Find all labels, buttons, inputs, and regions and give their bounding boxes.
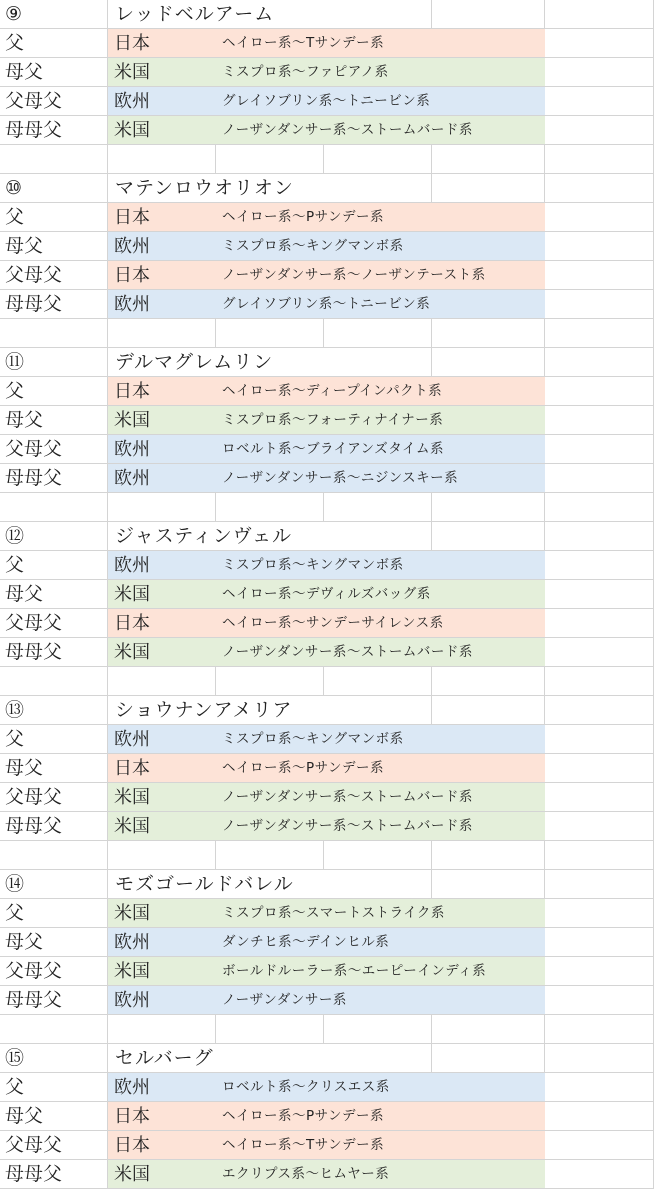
region-text: 日本 [114,33,150,54]
region-text: 日本 [114,1135,150,1156]
grid-cell[interactable] [545,1131,654,1160]
pedigree-label: 父母父 [5,612,63,634]
horse-header-row [0,174,654,203]
pedigree-label: 父母父 [5,960,63,982]
pedigree-label: 父母父 [5,264,63,286]
pedigree-row [0,812,654,841]
pedigree-label: 母母父 [5,119,63,141]
sire-line-text: エクリプス系〜ヒムヤー系 [222,1166,390,1182]
pedigree-row [0,580,654,609]
grid-cell[interactable] [545,406,654,435]
grid-cell[interactable] [545,667,654,696]
pedigree-label: 父 [5,380,25,402]
grid-cell[interactable] [545,1160,654,1189]
grid-cell[interactable] [545,609,654,638]
horse-number: ⑫ [5,525,25,547]
pedigree-row [0,1102,654,1131]
pedigree-label: 父 [5,206,25,228]
grid-cell[interactable] [545,348,654,377]
region-text: 米国 [114,584,150,605]
grid-cell[interactable] [545,841,654,870]
grid-cell[interactable] [545,203,654,232]
region-text: 米国 [114,787,150,808]
horse-header-row [0,348,654,377]
grid-cell[interactable] [545,754,654,783]
grid-cell[interactable] [0,319,108,348]
sire-line-text: ミスプロ系〜ファピアノ系 [222,64,389,80]
grid-cell[interactable] [545,145,654,174]
grid-cell[interactable] [432,1015,545,1044]
grid-cell[interactable] [545,928,654,957]
grid-cell[interactable] [545,783,654,812]
grid-cell[interactable] [324,841,432,870]
grid-cell[interactable] [216,319,324,348]
grid-cell[interactable] [545,261,654,290]
sire-line-text: ミスプロ系〜キングマンボ系 [222,731,404,747]
pedigree-row [0,116,654,145]
horse-header-row [0,0,654,29]
pedigree-row [0,1131,654,1160]
horse-name: デルマグレムリン [115,351,274,373]
sire-line-text: ヘイロー系〜Pサンデー系 [222,1108,384,1124]
empty-row [0,1015,654,1044]
grid-cell[interactable] [108,1015,216,1044]
pedigree-row [0,87,654,116]
pedigree-label: 母父 [5,61,44,83]
grid-cell[interactable] [108,667,216,696]
grid-cell[interactable] [545,319,654,348]
grid-cell[interactable] [0,145,108,174]
pedigree-label: 母母父 [5,641,63,663]
sire-line-text: ロベルト系〜ブライアンズタイム系 [222,441,444,457]
grid-cell[interactable] [108,493,216,522]
region-text: 日本 [114,207,150,228]
grid-cell[interactable] [432,174,545,203]
pedigree-label: 父母父 [5,786,63,808]
region-text: 日本 [114,758,150,779]
grid-cell[interactable] [324,667,432,696]
region-text: 欧州 [114,91,150,112]
grid-cell[interactable] [432,319,545,348]
grid-cell[interactable] [432,0,545,29]
region-text: 欧州 [114,1077,150,1098]
region-text: 欧州 [114,294,150,315]
grid-cell[interactable] [545,638,654,667]
grid-cell[interactable] [545,1073,654,1102]
sire-line-text: ノーザンダンサー系〜ストームバード系 [222,122,473,138]
horse-name: ショウナンアメリア [115,699,293,721]
grid-cell[interactable] [545,986,654,1015]
sire-line-text: ボールドルーラー系〜エーピーインディ系 [222,963,487,979]
grid-cell[interactable] [324,174,432,203]
pedigree-row [0,754,654,783]
pedigree-label: 母母父 [5,467,63,489]
sire-line-text: ヘイロー系〜Pサンデー系 [222,209,384,225]
pedigree-row [0,609,654,638]
sire-line-text: ヘイロー系〜ディープインパクト系 [222,383,443,399]
horse-number: ⑭ [5,873,25,895]
region-text: 米国 [114,961,150,982]
pedigree-label: 母母父 [5,815,63,837]
pedigree-label: 母父 [5,409,44,431]
pedigree-row [0,725,654,754]
grid-cell[interactable] [545,377,654,406]
horse-number: ⑬ [5,699,25,721]
grid-cell[interactable] [545,116,654,145]
grid-cell[interactable] [324,348,432,377]
grid-cell[interactable] [216,841,324,870]
grid-cell[interactable] [545,522,654,551]
grid-cell[interactable] [216,1044,324,1073]
horse-name: ジャスティンヴェル [115,525,292,547]
pedigree-label: 母父 [5,1105,44,1127]
grid-cell[interactable] [108,145,216,174]
grid-cell[interactable] [324,493,432,522]
grid-cell[interactable] [432,145,545,174]
horse-name: マテンロウオリオン [115,177,294,199]
region-text: 米国 [114,410,150,431]
sire-line-text: ヘイロー系〜サンデーサイレンス系 [222,615,444,631]
pedigree-row [0,928,654,957]
region-text: 欧州 [114,932,150,953]
grid-cell[interactable] [216,1015,324,1044]
pedigree-label: 母父 [5,931,44,953]
grid-cell[interactable] [324,870,432,899]
grid-cell[interactable] [545,290,654,319]
grid-cell[interactable] [545,1102,654,1131]
grid-cell[interactable] [216,493,324,522]
pedigree-row [0,899,654,928]
empty-row [0,493,654,522]
sire-line-text: ヘイロー系〜Pサンデー系 [222,760,384,776]
grid-cell[interactable] [545,232,654,261]
pedigree-row [0,1160,654,1189]
horse-name: レッドベルアーム [115,3,275,25]
region-text: 米国 [114,816,150,837]
grid-cell[interactable] [324,145,432,174]
empty-row [0,145,654,174]
grid-cell[interactable] [545,696,654,725]
pedigree-row [0,261,654,290]
pedigree-label: 父 [5,554,25,576]
pedigree-row [0,203,654,232]
grid-cell[interactable] [545,464,654,493]
horse-header-row [0,522,654,551]
pedigree-row [0,29,654,58]
pedigree-label: 母父 [5,757,44,779]
grid-cell[interactable] [545,174,654,203]
region-text: 欧州 [114,990,150,1011]
grid-cell[interactable] [432,841,545,870]
grid-cell[interactable] [432,493,545,522]
pedigree-row [0,986,654,1015]
grid-cell[interactable] [324,696,432,725]
sire-line-text: ノーザンダンサー系〜ノーザンテースト系 [222,267,486,283]
grid-cell[interactable] [545,1044,654,1073]
sire-line-text: グレイソブリン系〜トニービン系 [222,93,431,109]
grid-cell[interactable] [545,725,654,754]
region-text: 米国 [114,62,150,83]
pedigree-row [0,551,654,580]
region-text: 欧州 [114,439,150,460]
sire-line-text: ミスプロ系〜キングマンボ系 [222,557,404,573]
grid-cell[interactable] [324,522,432,551]
grid-cell[interactable] [432,696,545,725]
sire-line-text: ノーザンダンサー系〜ストームバード系 [222,644,473,660]
grid-cell[interactable] [545,58,654,87]
grid-cell[interactable] [545,870,654,899]
pedigree-label: 母父 [5,583,44,605]
grid-cell[interactable] [545,29,654,58]
grid-cell[interactable] [545,812,654,841]
pedigree-row [0,638,654,667]
pedigree-label: 母母父 [5,293,63,315]
grid-cell[interactable] [108,841,216,870]
pedigree-row [0,957,654,986]
pedigree-row [0,232,654,261]
grid-cell[interactable] [545,435,654,464]
sire-line-text: ノーザンダンサー系〜ストームバード系 [222,818,473,834]
region-text: 米国 [114,642,150,663]
grid-cell[interactable] [324,0,432,29]
grid-cell[interactable] [545,580,654,609]
empty-row [0,667,654,696]
grid-cell[interactable] [432,667,545,696]
pedigree-row [0,464,654,493]
pedigree-row [0,1073,654,1102]
pedigree-row [0,783,654,812]
grid-cell[interactable] [545,957,654,986]
pedigree-label: 父 [5,902,25,924]
pedigree-label: 父 [5,728,25,750]
pedigree-row [0,58,654,87]
horse-header-row [0,1044,654,1073]
pedigree-row [0,377,654,406]
horse-number: ⑮ [5,1047,25,1069]
region-text: 欧州 [114,468,150,489]
horse-name: モズゴールドバレル [115,873,294,895]
grid-cell[interactable] [216,667,324,696]
region-text: 米国 [114,120,150,141]
empty-row [0,319,654,348]
horse-number: ⑪ [5,351,25,373]
region-text: 日本 [114,265,150,286]
sire-line-text: ノーザンダンサー系 [222,992,347,1008]
grid-cell[interactable] [432,348,545,377]
grid-cell[interactable] [0,841,108,870]
pedigree-row [0,406,654,435]
region-text: 米国 [114,903,150,924]
grid-cell[interactable] [545,899,654,928]
pedigree-label: 父母父 [5,90,63,112]
grid-cell[interactable] [432,870,545,899]
grid-cell[interactable] [545,551,654,580]
grid-cell[interactable] [545,87,654,116]
grid-cell[interactable] [216,145,324,174]
sire-line-text: ノーザンダンサー系〜ストームバード系 [222,789,473,805]
horse-number: ⑩ [5,177,23,199]
grid-cell[interactable] [545,1015,654,1044]
grid-cell[interactable] [0,667,108,696]
grid-cell[interactable] [0,493,108,522]
grid-cell[interactable] [324,1044,432,1073]
region-text: 欧州 [114,555,150,576]
grid-cell[interactable] [324,319,432,348]
pedigree-label: 父母父 [5,438,63,460]
empty-row [0,841,654,870]
pedigree-label: 母母父 [5,989,63,1011]
sire-line-text: ミスプロ系〜フォーティナイナー系 [222,412,444,428]
sire-line-text: ダンチヒ系〜デインヒル系 [222,934,390,950]
grid-cell[interactable] [108,319,216,348]
grid-cell[interactable] [545,493,654,522]
sire-line-text: ロベルト系〜クリスエス系 [222,1079,390,1095]
region-text: 日本 [114,613,150,634]
sire-line-text: ミスプロ系〜スマートストライク系 [222,905,445,921]
pedigree-label: 父 [5,32,25,54]
grid-cell[interactable] [545,0,654,29]
grid-cell[interactable] [0,1015,108,1044]
region-text: 米国 [114,1164,150,1185]
region-text: 欧州 [114,729,150,750]
horse-header-row [0,696,654,725]
region-text: 欧州 [114,236,150,257]
pedigree-label: 父母父 [5,1134,63,1156]
region-text: 日本 [114,1106,150,1127]
sire-line-text: ヘイロー系〜Tサンデー系 [222,1137,385,1153]
pedigree-label: 母母父 [5,1163,63,1185]
sire-line-text: ノーザンダンサー系〜ニジンスキー系 [222,470,459,486]
sire-line-text: ミスプロ系〜キングマンボ系 [222,238,404,254]
pedigree-label: 母父 [5,235,44,257]
horse-header-row [0,870,654,899]
horse-number: ⑨ [5,3,23,25]
sire-line-text: ヘイロー系〜デヴィルズバッグ系 [222,586,431,602]
sire-line-text: グレイソブリン系〜トニービン系 [222,296,431,312]
grid-cell[interactable] [324,1015,432,1044]
grid-cell[interactable] [432,522,545,551]
grid-cell[interactable] [432,1044,545,1073]
sire-line-text: ヘイロー系〜Tサンデー系 [222,35,385,51]
horse-name: セルバーグ [115,1047,214,1069]
pedigree-label: 父 [5,1076,25,1098]
region-text: 日本 [114,381,150,402]
pedigree-row [0,435,654,464]
pedigree-row [0,290,654,319]
